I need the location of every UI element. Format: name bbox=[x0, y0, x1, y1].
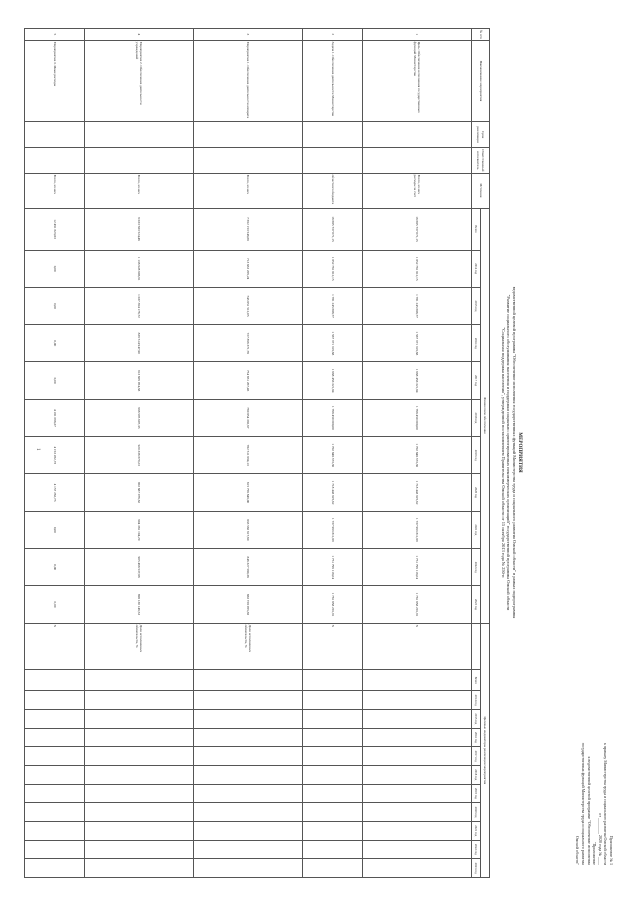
table-row bbox=[85, 29, 194, 878]
year-cell: 2018 год bbox=[472, 765, 481, 784]
table-cell: 898 130 146,53 bbox=[85, 586, 194, 623]
table-cell bbox=[194, 691, 303, 710]
table-cell: 1 037 394 176,72 bbox=[85, 287, 194, 324]
title-line: ведомственной целевой программы "Обеспечение исполнения государственных функций Министерства труда и социального развития Омской области" в рамках подпрограммы bbox=[511, 286, 517, 619]
table-cell bbox=[302, 670, 362, 691]
approval-line: Приложение № 1 bbox=[609, 835, 614, 865]
table-cell bbox=[194, 859, 303, 878]
table-cell: 839 514 947,90 bbox=[85, 325, 194, 362]
table-cell bbox=[85, 765, 194, 784]
table-cell: Всего, из них расходы за счет bbox=[363, 173, 472, 208]
table-cell bbox=[194, 840, 303, 859]
table-cell bbox=[85, 803, 194, 822]
table-row bbox=[194, 29, 303, 878]
table-cell bbox=[363, 840, 472, 859]
table-cell: Мероприятие 3. Иные расходы bbox=[25, 40, 85, 122]
year-cell: Всего bbox=[472, 208, 481, 250]
table-cell bbox=[25, 147, 85, 173]
table-cell bbox=[363, 784, 472, 803]
table-cell: 727 856 371,78 bbox=[194, 325, 303, 362]
table-cell: 9 033 583 524,46 bbox=[85, 208, 194, 250]
table-cell bbox=[194, 728, 303, 747]
table-cell: Х bbox=[25, 623, 85, 670]
table-cell bbox=[85, 122, 194, 148]
col-finance: Финансовое обеспечение bbox=[481, 208, 490, 623]
year-cell: 2014 год bbox=[472, 691, 481, 710]
col-num: № п/п bbox=[472, 29, 490, 41]
table-cell bbox=[363, 122, 472, 148]
table-cell: 4 153 262,73 bbox=[25, 437, 85, 474]
table-cell: 1 567 371 319,68 bbox=[302, 325, 362, 362]
table-cell: Доля исполненных обязательств, % bbox=[85, 623, 194, 670]
table-cell: 4 181 098,37 bbox=[25, 399, 85, 436]
table-cell: 998 595 607,33 bbox=[85, 399, 194, 436]
year-cell: 2016 год bbox=[472, 728, 481, 747]
table-cell: 1 138 928 606,91 bbox=[85, 250, 194, 287]
table-cell: 782 511 694,13 bbox=[194, 437, 303, 474]
table-cell: Доля исполненных обязательств, % bbox=[194, 623, 303, 670]
table-cell: Мероприятие 2. Обеспечение деятельности учреждений bbox=[85, 40, 194, 122]
table-cell bbox=[302, 803, 362, 822]
year-cell: 2016 год bbox=[472, 325, 481, 362]
table-cell: 0,00 bbox=[25, 287, 85, 324]
approval-block bbox=[575, 635, 614, 865]
table-cell bbox=[363, 691, 472, 710]
table-cell bbox=[85, 840, 194, 859]
table-cell bbox=[302, 765, 362, 784]
table-cell: 0,00 bbox=[25, 325, 85, 362]
table-cell bbox=[194, 784, 303, 803]
table-cell: 4 157 262,73 bbox=[25, 474, 85, 511]
table-cell: 815 756 849,00 bbox=[194, 474, 303, 511]
approval-line: от ________ 2020 года № ____ bbox=[597, 813, 603, 865]
table-cell: 1 bbox=[363, 29, 472, 41]
table-cell bbox=[302, 122, 362, 148]
table-cell: 1 852 761 812,15 bbox=[363, 250, 472, 287]
table-cell: 904 381 194,29 bbox=[85, 511, 194, 548]
title-line: "Развитие социального обслуживания населения и поддержки социально ориентированных некоммерческих организаций" государственной программы Омской области bbox=[506, 294, 512, 611]
table-cell bbox=[25, 840, 85, 859]
table-cell bbox=[85, 691, 194, 710]
table-cell: 1 737 963 811,89 bbox=[363, 511, 472, 548]
table-cell: 913 605 054,38 bbox=[85, 362, 194, 399]
table-cell: 1 761 858 201,91 bbox=[302, 586, 362, 623]
table-cell: 1 768 450 000,00 bbox=[302, 399, 362, 436]
table-cell: 1 668 456 321,84 bbox=[363, 362, 472, 399]
table-cell: 1 781 245 688,77 bbox=[363, 287, 472, 324]
table-cell: 1 751 796 118,04 bbox=[363, 549, 472, 586]
table-cell bbox=[85, 670, 194, 691]
table-cell: 4 bbox=[85, 29, 194, 41]
year-cell: 2021 год bbox=[472, 511, 481, 548]
table-cell: Мероприятие 1. Обеспечение деятельности аппарата bbox=[194, 40, 303, 122]
table-cell: 1 718 443 925,62 bbox=[302, 474, 362, 511]
table-cell bbox=[194, 765, 303, 784]
table-cell: 1 781 245 688,77 bbox=[302, 287, 362, 324]
table-cell bbox=[302, 147, 362, 173]
table-cell bbox=[85, 859, 194, 878]
table-cell: 3 bbox=[194, 29, 303, 41]
year-cell: 2015 год bbox=[472, 287, 481, 324]
table-cell bbox=[302, 859, 362, 878]
year-cell: 2023 год bbox=[472, 859, 481, 878]
table-cell bbox=[25, 784, 85, 803]
table-cell: 1 567 371 319,68 bbox=[363, 325, 472, 362]
table-cell: 1 751 796 118,04 bbox=[302, 549, 362, 586]
table-cell: Всего, из них bbox=[194, 173, 303, 208]
table-cell: 12 491 623,83 bbox=[25, 208, 85, 250]
table-cell bbox=[302, 728, 362, 747]
table-cell: 0,00 bbox=[25, 549, 85, 586]
document-title bbox=[500, 20, 522, 885]
year-cell: 2022 год bbox=[472, 840, 481, 859]
table-cell: 16 685 737 071,15 bbox=[302, 208, 362, 250]
year-cell: 2015 год bbox=[472, 709, 481, 728]
table-cell: Цель: Обеспечение исполнения государственных функций Министерства bbox=[363, 40, 472, 122]
table-cell bbox=[363, 859, 472, 878]
table-header-row bbox=[481, 29, 490, 878]
table-cell bbox=[363, 709, 472, 728]
table-cell: Задача 1. Обеспечение деятельности Министерства bbox=[302, 40, 362, 122]
table-cell: 16 685 737 071,15 bbox=[363, 208, 472, 250]
table-cell: 0,00 bbox=[25, 362, 85, 399]
table-cell: Всего, из них bbox=[25, 173, 85, 208]
table-cell: 863 728 055,38 bbox=[194, 586, 303, 623]
table-row bbox=[25, 29, 85, 878]
table-cell bbox=[25, 728, 85, 747]
col-period: Срок реализации bbox=[472, 122, 490, 148]
table-cell: 902 687 076,62 bbox=[85, 474, 194, 511]
table-cell bbox=[363, 765, 472, 784]
col-source: Источник bbox=[472, 173, 490, 208]
page-number: 1 bbox=[35, 448, 40, 451]
table-cell: областного бюджета bbox=[302, 173, 362, 208]
table-cell: 0,00 bbox=[25, 511, 85, 548]
table-row bbox=[302, 29, 362, 878]
year-cell: 2014 год bbox=[472, 250, 481, 287]
table-cell bbox=[302, 784, 362, 803]
approval-line: Омской области" bbox=[575, 835, 581, 865]
table-cell bbox=[25, 821, 85, 840]
year-cell: 2018 год bbox=[472, 399, 481, 436]
table-cell: 743 851 512,05 bbox=[194, 287, 303, 324]
table-cell bbox=[194, 747, 303, 766]
table-cell bbox=[25, 709, 85, 728]
table-cell bbox=[363, 728, 472, 747]
table-cell: 1 668 456 321,84 bbox=[302, 362, 362, 399]
table-cell: 0,00 bbox=[25, 250, 85, 287]
table-cell: Всего, из них bbox=[85, 173, 194, 208]
table-cell bbox=[85, 709, 194, 728]
table-cell bbox=[25, 670, 85, 691]
year-cell: 2023 год bbox=[472, 586, 481, 623]
table-cell bbox=[194, 821, 303, 840]
table-cell bbox=[85, 147, 194, 173]
table-cell: 1 761 858 201,91 bbox=[363, 586, 472, 623]
table-row bbox=[363, 29, 472, 878]
table-cell bbox=[363, 147, 472, 173]
title-line: "Социальная поддержка населения", утвержденной постановлением Правительства Омской области от 15 октября 2013 года № 250-п bbox=[500, 327, 506, 578]
col-executor: Ответственный исполнитель bbox=[472, 147, 490, 173]
table-cell: 1 702 848 373,36 bbox=[302, 437, 362, 474]
table-cell bbox=[25, 691, 85, 710]
year-cell: 2017 год bbox=[472, 362, 481, 399]
table-cell bbox=[25, 765, 85, 784]
table-cell bbox=[302, 840, 362, 859]
year-cell: 2022 год bbox=[472, 549, 481, 586]
table-cell: 1 718 443 925,62 bbox=[363, 474, 472, 511]
table-cell: Х bbox=[302, 623, 362, 670]
table-cell: 1 852 761 812,15 bbox=[302, 250, 362, 287]
table-cell: 5 bbox=[25, 29, 85, 41]
table-cell bbox=[194, 147, 303, 173]
table-cell: 754 851 267,46 bbox=[194, 362, 303, 399]
table-cell bbox=[302, 747, 362, 766]
approval-line: к ведомственной целевой программе "Обеспечение исполнения bbox=[586, 756, 592, 865]
table-cell: 1 702 848 373,36 bbox=[363, 437, 472, 474]
table-cell bbox=[302, 691, 362, 710]
table-cell bbox=[85, 821, 194, 840]
title-heading: МЕРОПРИЯТИЯ bbox=[517, 432, 522, 473]
table-cell bbox=[363, 803, 472, 822]
year-cell: Всего bbox=[472, 670, 481, 691]
table-cell bbox=[25, 859, 85, 878]
table-cell bbox=[363, 670, 472, 691]
table-cell: 920 336 679,23 bbox=[85, 437, 194, 474]
year-cell: 2020 год bbox=[472, 803, 481, 822]
table-cell: 713 833 205,24 bbox=[194, 250, 303, 287]
table-cell: 846 327 580,38 bbox=[194, 549, 303, 586]
table-cell bbox=[194, 670, 303, 691]
approval-line: государственных функций Министерства труда и социального развития bbox=[581, 742, 587, 865]
table-cell: 1 737 963 811,89 bbox=[302, 511, 362, 548]
table-cell: Х bbox=[363, 623, 472, 670]
table-cell bbox=[194, 803, 303, 822]
table-cell bbox=[25, 122, 85, 148]
year-cell: 2019 год bbox=[472, 437, 481, 474]
table-cell bbox=[194, 122, 303, 148]
table-cell bbox=[25, 747, 85, 766]
table-cell bbox=[85, 728, 194, 747]
table-cell bbox=[363, 747, 472, 766]
table-cell bbox=[85, 784, 194, 803]
table-cell: 1 768 450 000,00 bbox=[363, 399, 472, 436]
measures-table bbox=[24, 28, 490, 878]
table-cell bbox=[85, 747, 194, 766]
col-name: Наименование мероприятия bbox=[472, 40, 490, 122]
table-cell bbox=[302, 709, 362, 728]
approval-line: "Приложение bbox=[592, 841, 598, 865]
table-cell: 905 468 537,66 bbox=[85, 549, 194, 586]
ind-name-cell bbox=[472, 623, 481, 670]
table-cell bbox=[363, 821, 472, 840]
year-cell: 2019 год bbox=[472, 784, 481, 803]
table-cell: 833 582 617,60 bbox=[194, 511, 303, 548]
table-cell bbox=[302, 821, 362, 840]
col-indicators: Целевые индикаторы реализации мероприятия bbox=[481, 623, 490, 877]
year-cell: 2017 год bbox=[472, 747, 481, 766]
table-cell: 0,00 bbox=[25, 586, 85, 623]
document-sheet bbox=[18, 20, 618, 885]
table-cell: 7 652 153 546,69 bbox=[194, 208, 303, 250]
year-cell: 2021 год bbox=[472, 821, 481, 840]
approval-line: к приказу Министерства труда и социального развития Омской области bbox=[603, 742, 609, 865]
table-cell bbox=[25, 803, 85, 822]
table-cell: 2 bbox=[302, 29, 362, 41]
table-cell bbox=[194, 709, 303, 728]
year-cell: 2020 год bbox=[472, 474, 481, 511]
table-cell: 769 854 392,67 bbox=[194, 399, 303, 436]
